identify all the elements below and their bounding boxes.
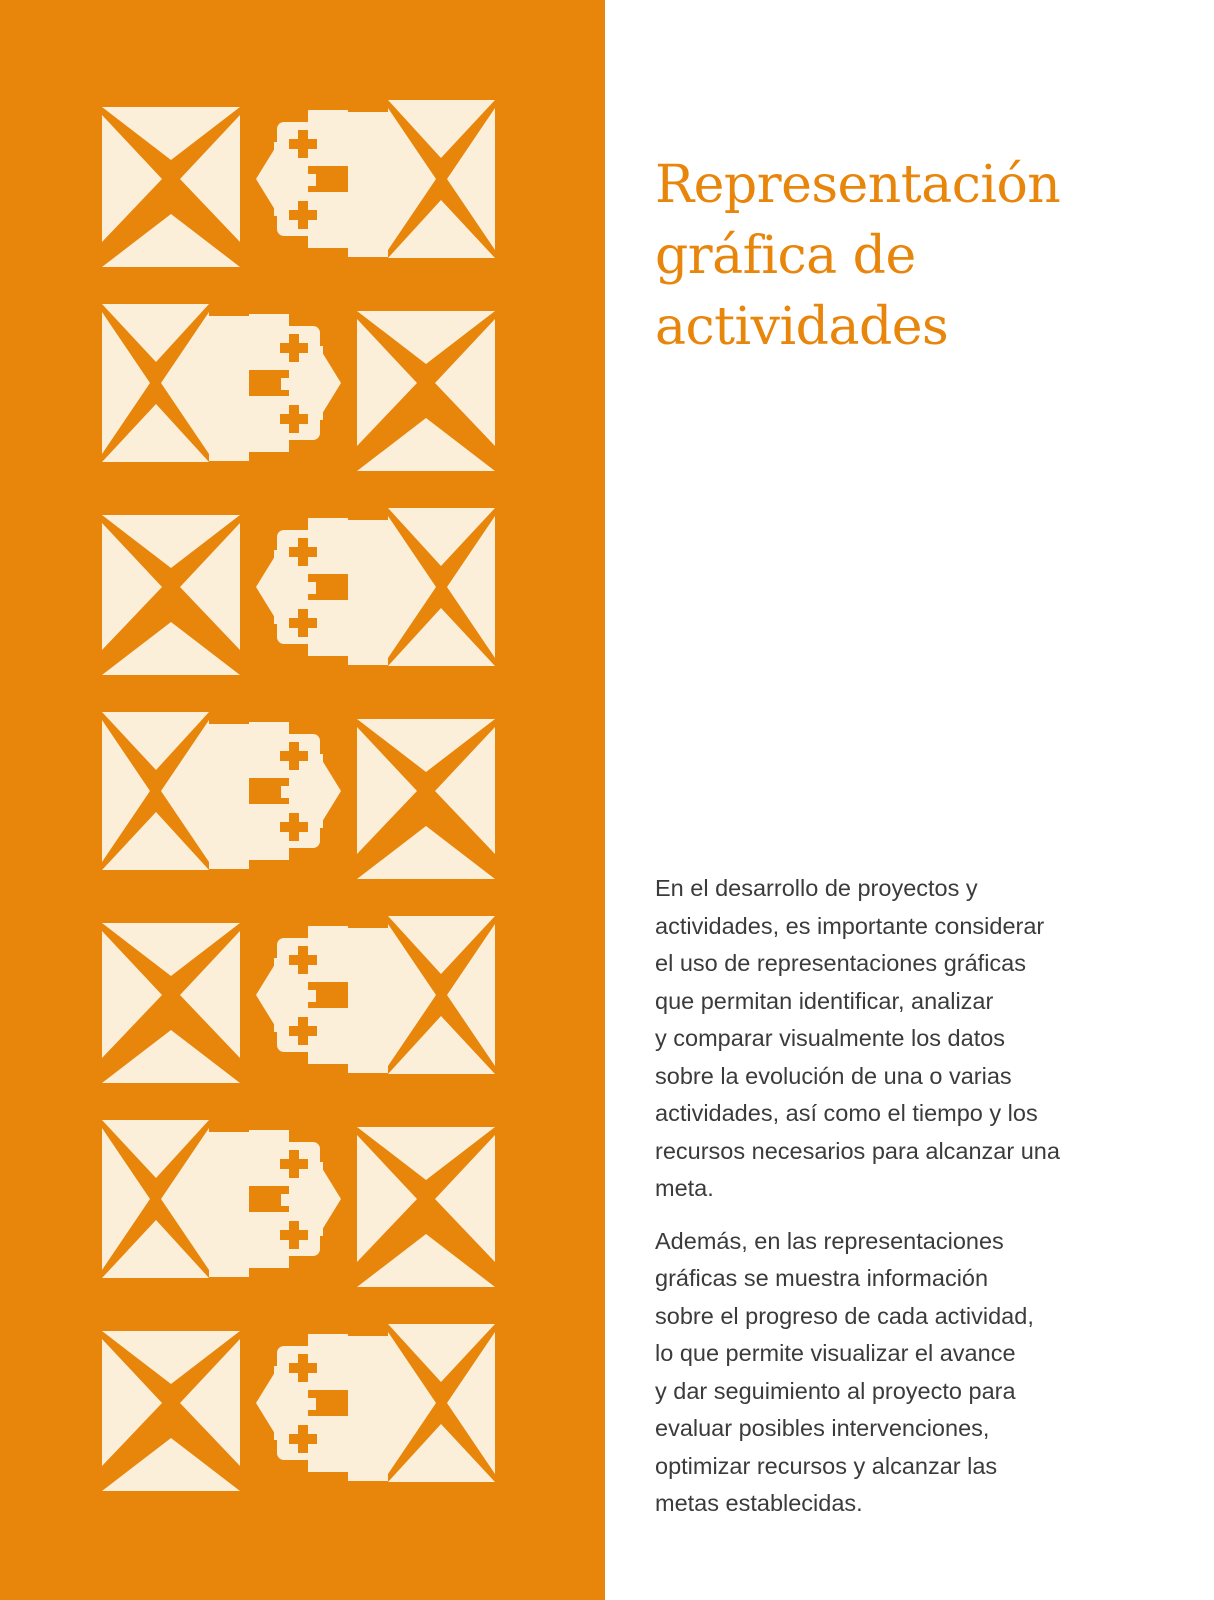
main-content [655,0,1175,1600]
paragraph-line: En el desarrollo de proyectos y [655,875,978,901]
paragraph [655,1223,1175,1523]
paragraph-line: actividades, es importante considerar [655,912,1045,939]
paragraph-line: y comparar visualmente los datos [655,1025,1006,1051]
title-line: gráfica de [655,226,916,286]
paragraph-line: y dar seguimiento al proyecto para [655,1377,1016,1404]
body-text [655,870,1175,1538]
paragraph-line: actividades, así como el tiempo y los [655,1100,1038,1126]
paragraph-line: que permitan identificar, analizar [655,987,994,1014]
paragraph [655,870,1175,1208]
paragraph-line: sobre la evolución de una o varias [655,1062,1012,1089]
paragraph-line: optimizar recursos y alcanzar las [655,1452,998,1479]
paragraph-line: metas establecidas. [655,1490,863,1516]
paragraph-line: recursos necesarios para alcanzar una [655,1137,1060,1164]
paragraph-line: Además, en las representaciones [655,1227,1004,1254]
paragraph-line: meta. [655,1175,714,1201]
paragraph-line: el uso de representaciones gráficas [655,950,1026,976]
paragraph-line: gráficas se muestra información [655,1265,989,1291]
geometric-pattern-icon [0,0,605,1600]
paragraph-line: sobre el progreso de cada actividad, [655,1302,1034,1329]
decorative-side-panel [0,0,605,1600]
paragraph-line: evaluar posibles intervenciones, [655,1415,990,1441]
title-line: Representación [655,155,1061,215]
page-title [655,150,1155,363]
paragraph-line: lo que permite visualizar el avance [655,1340,1016,1366]
title-line: actividades [655,297,949,357]
